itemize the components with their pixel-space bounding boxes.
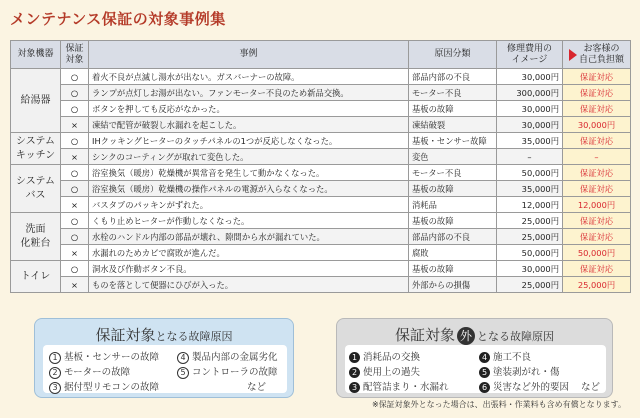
excluded-causes-panel (336, 318, 613, 398)
cause-category: 基板の故障 (409, 261, 497, 277)
repair-cost: 35,000円 (497, 181, 563, 197)
customer-payment: 保証対応 (563, 261, 631, 277)
maintenance-cases-table (10, 40, 631, 293)
cause-item (349, 379, 449, 393)
cause-text: 災害など外的要因 (493, 382, 570, 393)
number-badge: 6 (479, 382, 490, 393)
covered-causes-list (43, 345, 287, 393)
case-example: 着火不良が点滅し湯水が出ない。ガスバーナーの故障。 (89, 69, 409, 85)
customer-payment: 保証対応 (563, 165, 631, 181)
case-example: 凍結で配管が破裂し水漏れを起こした。 (89, 117, 409, 133)
number-badge: 2 (49, 367, 61, 379)
customer-payment: 保証対応 (563, 101, 631, 117)
cause-text: モーターの故障 (64, 367, 131, 378)
cause-item (177, 349, 278, 364)
table-row (11, 261, 631, 277)
cause-item (49, 364, 130, 379)
case-example: シンクのコーティングが取れて変色した。 (89, 149, 409, 165)
table-row (11, 85, 631, 101)
case-example: バスタブのパッキンがずれた。 (89, 197, 409, 213)
cause-category: 腐敗 (409, 245, 497, 261)
number-badge: 1 (349, 352, 360, 363)
case-example: 水栓のハンドル内部の部品が壊れ、隙間から水が漏れていた。 (89, 229, 409, 245)
coverage-mark: × (61, 117, 89, 133)
cause-category: 部品内部の不良 (409, 229, 497, 245)
cause-category: 変色 (409, 149, 497, 165)
cause-category: 消耗品 (409, 197, 497, 213)
header-cause: 原因分類 (409, 41, 497, 69)
cause-text: 使用上の過失 (363, 367, 421, 378)
number-badge: 4 (479, 352, 490, 363)
cause-item (479, 379, 569, 393)
cause-category: 部品内部の不良 (409, 69, 497, 85)
excluded-panel-title: 保証対象 外 となる故障原因 (394, 326, 554, 344)
device-category: 洗面 化粧台 (11, 213, 61, 261)
coverage-mark: ○ (61, 165, 89, 181)
repair-cost: 30,000円 (497, 261, 563, 277)
cause-category: モーター不良 (409, 165, 497, 181)
number-badge: 5 (479, 367, 490, 378)
repair-cost: 25,000円 (497, 229, 563, 245)
cause-category: 基板・センサー故障 (409, 133, 497, 149)
table-header-row (11, 41, 631, 69)
repair-cost: 35,000円 (497, 133, 563, 149)
coverage-mark: × (61, 197, 89, 213)
cause-text: 消耗品の交換 (363, 352, 421, 363)
coverage-mark: ○ (61, 69, 89, 85)
table-row (11, 213, 631, 229)
coverage-mark: ○ (61, 181, 89, 197)
customer-payment: 保証対応 (563, 229, 631, 245)
customer-payment: 30,000円 (563, 117, 631, 133)
cause-item (177, 364, 278, 379)
cause-category: モーター不良 (409, 85, 497, 101)
cause-item (49, 379, 159, 394)
number-badge: 2 (349, 367, 360, 378)
repair-cost: 30,000円 (497, 117, 563, 133)
customer-payment: – (563, 149, 631, 165)
coverage-mark: ○ (61, 101, 89, 117)
page-title: メンテナンス保証の対象事例集 (10, 10, 226, 28)
number-badge: 3 (49, 382, 61, 394)
header-target: 保証 対象 (61, 41, 89, 69)
number-badge: 1 (49, 352, 61, 364)
number-badge: 4 (177, 352, 189, 364)
coverage-mark: × (61, 245, 89, 261)
customer-payment: 保証対応 (563, 181, 631, 197)
repair-cost: 25,000円 (497, 213, 563, 229)
table-row (11, 277, 631, 293)
coverage-mark: × (61, 277, 89, 293)
etc-label: など (581, 382, 601, 393)
coverage-mark: ○ (61, 85, 89, 101)
table-row (11, 229, 631, 245)
excluded-circle-mark: 外 (457, 327, 475, 345)
customer-payment: 保証対応 (563, 69, 631, 85)
case-example: くもり止めヒーターが作動しなくなった。 (89, 213, 409, 229)
footnote: ※保証対象外となった場合は、出張料・作業料も含め有償となります。 (371, 400, 626, 409)
cause-text: 製品内部の金属劣化 (192, 352, 278, 363)
cause-category: 基板の故障 (409, 181, 497, 197)
table-row (11, 149, 631, 165)
cause-item (479, 349, 531, 363)
coverage-mark: ○ (61, 133, 89, 149)
cause-item (349, 364, 420, 378)
number-badge: 5 (177, 367, 189, 379)
cause-item (49, 349, 159, 364)
header-pay: お客様の 自己負担額 (563, 41, 631, 69)
cause-category: 外部からの損傷 (409, 277, 497, 293)
case-example: 浴室換気（暖房）乾燥機が異常音を発生して動かなくなった。 (89, 165, 409, 181)
case-example: 洞水及び作動ボタン不良。 (89, 261, 409, 277)
case-example: IHクッキングヒーターのタッチパネルの1つが反応しなくなった。 (89, 133, 409, 149)
device-category: システム キッチン (11, 133, 61, 165)
arrow-right-icon (569, 49, 577, 61)
customer-payment: 12,000円 (563, 197, 631, 213)
repair-cost: 25,000円 (497, 277, 563, 293)
repair-cost: 30,000円 (497, 69, 563, 85)
cause-text: 塗装剥がれ・傷 (493, 367, 560, 378)
coverage-mark: × (61, 149, 89, 165)
cause-item (479, 364, 560, 378)
cause-text: 配管詰まり・水漏れ (363, 382, 449, 393)
device-category: トイレ (11, 261, 61, 293)
number-badge: 3 (349, 382, 360, 393)
device-category: システム バス (11, 165, 61, 213)
case-example: ボタンを押しても反応がなかった。 (89, 101, 409, 117)
covered-panel-title: 保証対象となる故障原因 (95, 326, 233, 344)
covered-causes-panel (34, 318, 294, 398)
table-row (11, 133, 631, 149)
repair-cost: 12,000円 (497, 197, 563, 213)
table-row (11, 165, 631, 181)
table-row (11, 117, 631, 133)
case-example: 浴室換気（暖房）乾燥機の操作パネルの電源が入らなくなった。 (89, 181, 409, 197)
customer-payment: 50,000円 (563, 245, 631, 261)
cause-text: コントローラの故障 (192, 367, 278, 378)
table-row (11, 69, 631, 85)
case-example: ものを落として便器にひびが入った。 (89, 277, 409, 293)
cause-text: 施工不良 (493, 352, 532, 363)
cause-item (349, 349, 420, 363)
cause-category: 凍結破裂 (409, 117, 497, 133)
header-cost: 修理費用の イメージ (497, 41, 563, 69)
etc-label: など (247, 382, 267, 393)
table-row (11, 101, 631, 117)
case-example: ランプが点灯しお湯が出ない。ファンモーター不良のため新品交換。 (89, 85, 409, 101)
repair-cost: 50,000円 (497, 165, 563, 181)
coverage-mark: ○ (61, 229, 89, 245)
header-example: 事例 (89, 41, 409, 69)
excluded-causes-list (345, 345, 606, 393)
table-row (11, 245, 631, 261)
cause-category: 基板の故障 (409, 213, 497, 229)
cause-category: 基板の故障 (409, 101, 497, 117)
case-example: 水漏れのためカビで腐敗が進んだ。 (89, 245, 409, 261)
customer-payment: 保証対応 (563, 133, 631, 149)
customer-payment: 保証対応 (563, 213, 631, 229)
customer-payment: 25,000円 (563, 277, 631, 293)
coverage-mark: ○ (61, 213, 89, 229)
cause-text: 据付型リモコンの故障 (64, 382, 160, 393)
customer-payment: 保証対応 (563, 85, 631, 101)
repair-cost: 300,000円 (497, 85, 563, 101)
cause-text: 基板・センサーの故障 (64, 352, 160, 363)
repair-cost: 50,000円 (497, 245, 563, 261)
header-device: 対象機器 (11, 41, 61, 69)
coverage-mark: ○ (61, 261, 89, 277)
device-category: 給湯器 (11, 69, 61, 133)
table-row (11, 197, 631, 213)
table-row (11, 181, 631, 197)
repair-cost: – (497, 149, 563, 165)
repair-cost: 30,000円 (497, 101, 563, 117)
